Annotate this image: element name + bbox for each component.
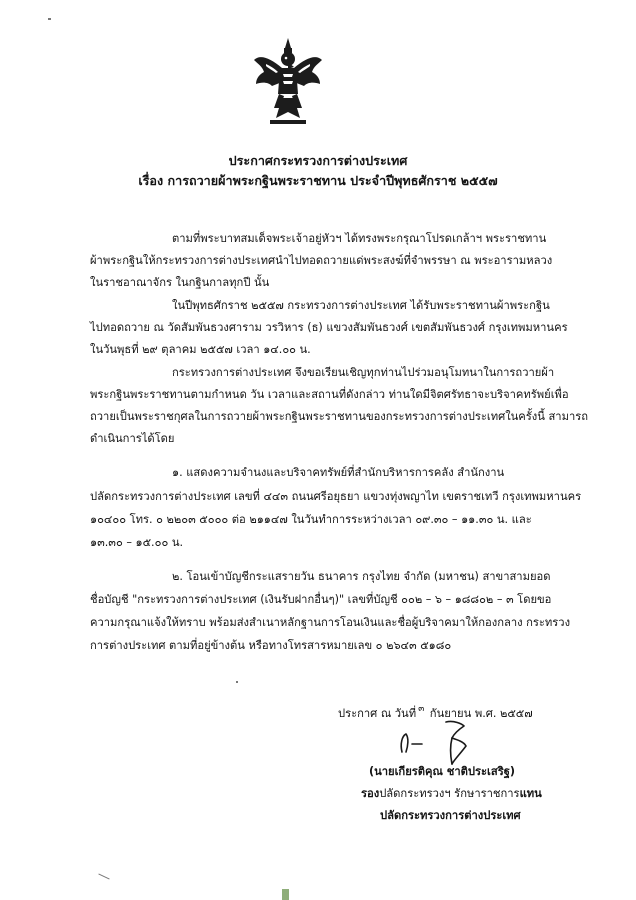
paragraph-1-line-3: ในราชอาณาจักร ในกฐินกาลทุกปี นั้น [90,276,270,289]
paragraph-3-line-4: ดำเนินการได้โดย [90,432,175,445]
scan-edge-mark [282,889,289,900]
paragraph-3-line-3: ถวายเป็นพระราชกุศลในการถวายผ้าพระกฐินพระราชทานของกระทรวงการต่างประเทศในครั้งนี้ สามารถ [90,410,589,423]
paragraph-2-line-1: ในปีพุทธศักราช ๒๕๕๗ กระทรวงการต่างประเทศ ได้รับพระราชทานผ้าพระกฐิน [172,299,550,312]
signatory-role-prefix: รอง [361,787,380,800]
scan-speck [236,681,238,683]
scan-speck [48,18,51,20]
paragraph-2-line-3: ในวันพุธที่ ๒๙ ตุลาคม ๒๕๕๗ เวลา ๑๔.๐๐ น. [90,343,311,356]
announcement-date-month: กันยายน พ.ศ. ๒๕๕๗ [429,707,533,720]
announcement-date-prefix: ประกาศ ณ วันที่ [338,707,417,720]
paragraph-2-line-2: ไปทอดถวาย ณ วัดสัมพันธวงศาราม วรวิหาร (ธ) แขวงสัมพันธวงศ์ เขตสัมพันธวงศ์ กรุงเทพมหานคร [90,321,568,334]
announcement-date-day: ๓ [418,704,425,714]
item-1-line-4: ๑๓.๓๐ – ๑๕.๐๐ น. [90,536,184,549]
announcement-title: ประกาศกระทรวงการต่างประเทศ [228,153,408,168]
item-2-line-1: ๒. โอนเข้าบัญชีกระแสรายวัน ธนาคาร กรุงไทย จำกัด (มหาชน) สาขาสามยอด [172,570,551,583]
scan-speck [98,874,109,880]
signatory-role-mid: ปลัดกระทรวงฯ รักษาราชการ [379,787,520,800]
item-1-line-1: ๑. แสดงความจำนงและบริจาคทรัพย์ที่สำนักบริหารการคลัง สำนักงาน [172,466,505,479]
paragraph-3-line-1: กระทรวงการต่างประเทศ จึงขอเรียนเชิญทุกท่านไปร่วมอนุโมทนาในการถวายผ้า [172,366,555,379]
item-1-line-3: ๑๐๔๐๐ โทร. ๐ ๒๒๐๓ ๕๐๐๐ ต่อ ๒๑๑๔๗ ในวันทำการระหว่างเวลา ๐๙.๓๐ – ๑๑.๓๐ น. และ [90,513,532,526]
item-2-line-3: ความกรุณาแจ้งให้ทราบ พร้อมส่งสำเนาหลักฐานการโอนเงินและชื่อผู้บริจาคมาให้กองกลาง กระทรวง [90,616,571,629]
garuda-emblem-icon [252,36,324,126]
signatory-role-suffix: แทน [519,787,542,800]
item-2-line-2: ชื่อบัญชี "กระทรวงการต่างประเทศ (เงินรับฝากอื่นๆ)" เลขที่บัญชี ๐๐๒ – ๖ – ๑๘๘๐๒ – ๓ โดยขอ [90,593,552,606]
signatory-organization: ปลัดกระทรวงการต่างประเทศ [380,809,521,822]
item-1-line-2: ปลัดกระทรวงการต่างประเทศ เลขที่ ๔๔๓ ถนนศรีอยุธยา แขวงทุ่งพญาไท เขตราชเทวี กรุงเทพมหานคร [90,490,582,503]
paragraph-1-line-1: ตามที่พระบาทสมเด็จพระเจ้าอยู่หัวฯ ได้ทรงพระกรุณาโปรดเกล้าฯ พระราชทาน [172,232,547,245]
handwritten-signature [392,716,502,766]
paragraph-1-line-2: ผ้าพระกฐินให้กระทรวงการต่างประเทศนำไปทอดถวายแด่พระสงฆ์ที่จำพรรษา ณ พระอารามหลวง [90,254,553,267]
signatory-role [361,786,542,802]
paragraph-3-line-2: พระกฐินพระราชทานตามกำหนด วัน เวลาและสถานที่ดังกล่าว ท่านใดมีจิตศรัทธาจะบริจาคทรัพย์เพื่อ [90,388,569,401]
announcement-subject: เรื่อง การถวายผ้าพระกฐินพระราชทาน ประจำปีพุทธศักราช ๒๕๕๗ [138,173,498,188]
item-2-line-4: การต่างประเทศ ตามที่อยู่ข้างต้น หรือทางโทรสารหมายเลข ๐ ๒๖๔๓ ๕๑๘๐ [90,639,452,652]
signatory-name: (นายเกียรติคุณ ชาติประเสริฐ) [369,765,515,778]
